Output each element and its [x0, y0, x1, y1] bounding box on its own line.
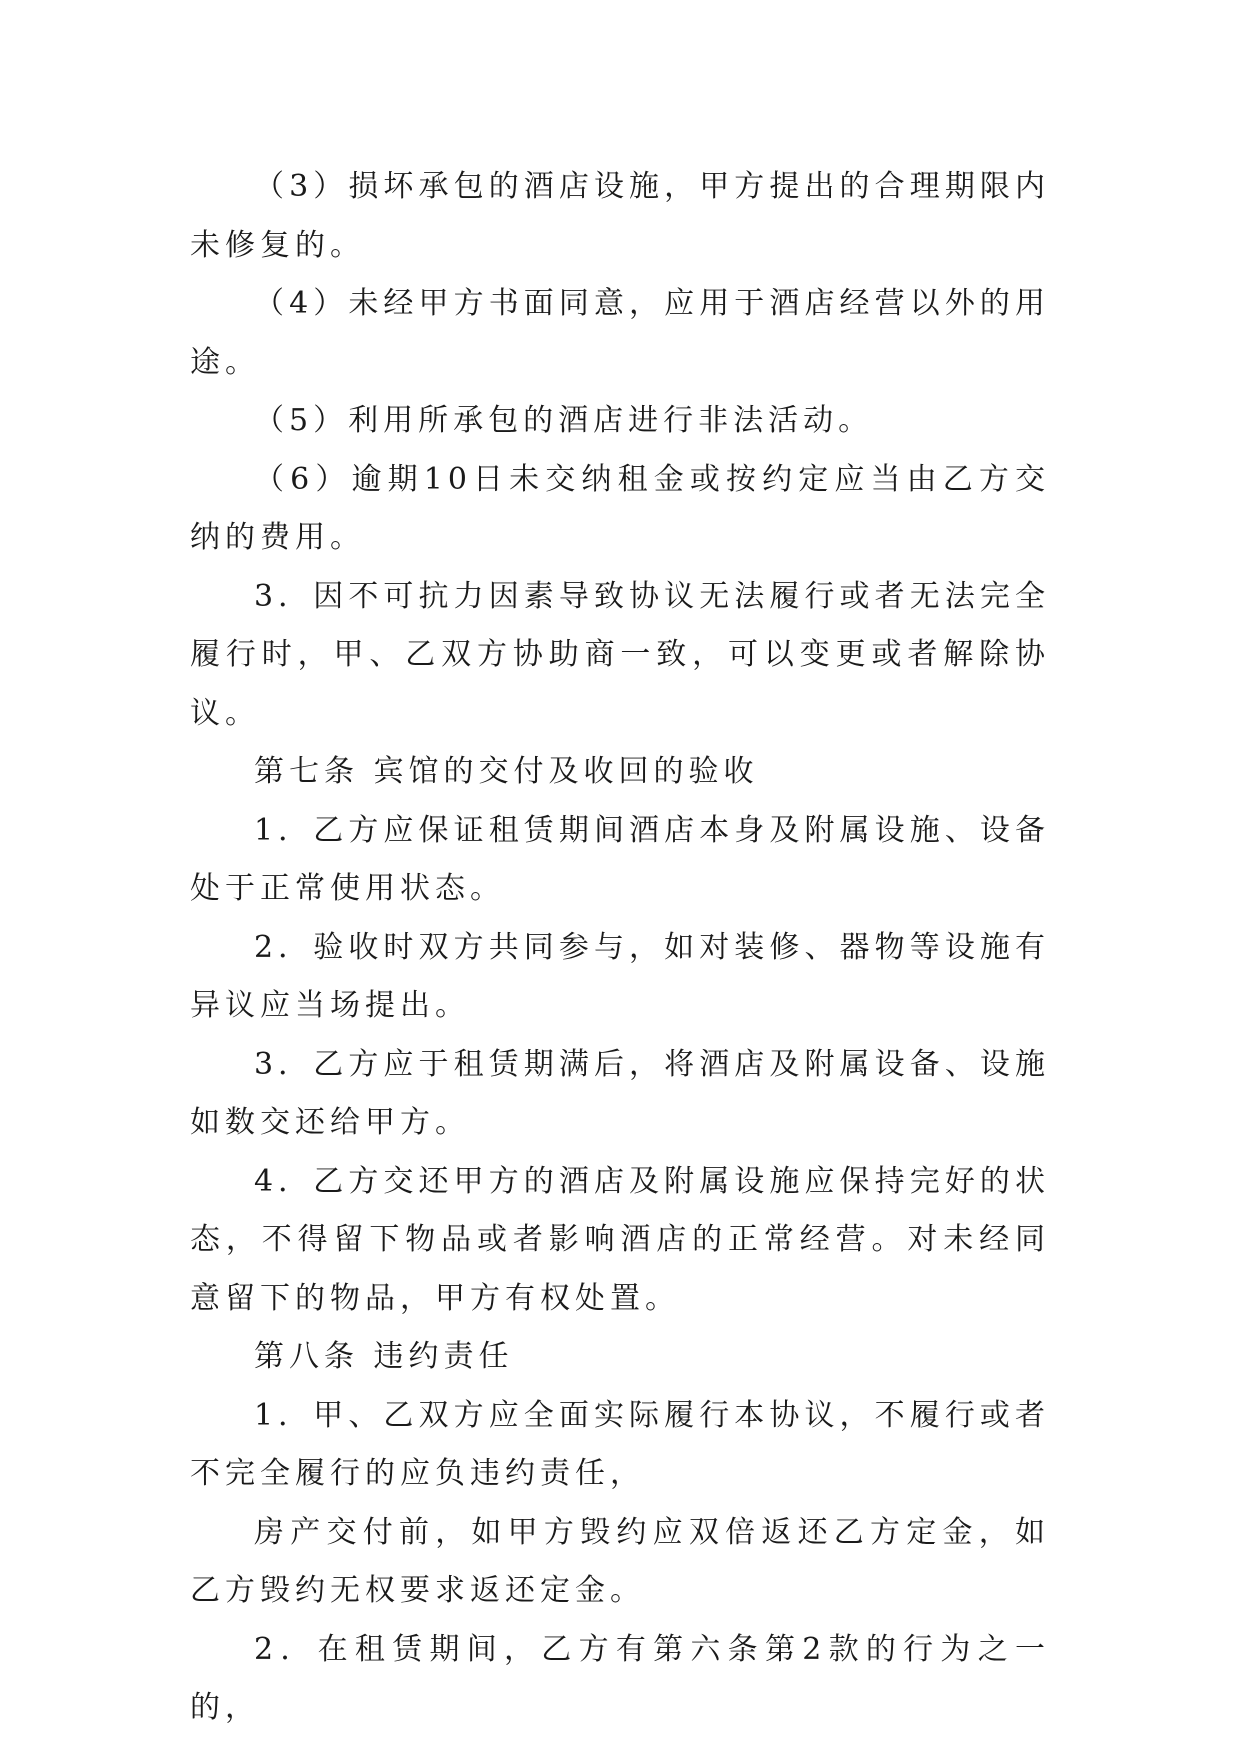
clause-item-6: （6）逾期10日未交纳租金或按约定应当由乙方交纳的费用。 [190, 461, 1050, 555]
article-8-heading: 第八条 违约责任 [254, 1339, 514, 1374]
article-8-item-1: 1．甲、乙双方应全面实际履行本协议，不履行或者不完全履行的应负违约责任， [190, 1397, 1050, 1491]
article-7-heading: 第七条 宾馆的交付及收回的验收 [254, 754, 759, 789]
article-7-item-2: 2．验收时双方共同参与，如对装修、器物等设施有异议应当场提出。 [190, 929, 1050, 1023]
article-7-item-1: 1．乙方应保证租赁期间酒店本身及附属设施、设备处于正常使用状态。 [190, 812, 1050, 906]
article-7-item-4: 4．乙方交还甲方的酒店及附属设施应保持完好的状态，不得留下物品或者影响酒店的正常经营。对未经同意留下的物品，甲方有权处置。 [190, 1163, 1050, 1316]
force-majeure-paragraph: 3．因不可抗力因素导致协议无法履行或者无法完全履行时，甲、乙双方协助商一致，可以变更或者解除协议。 [190, 578, 1050, 731]
clause-item-3: （3）损坏承包的酒店设施，甲方提出的合理期限内未修复的。 [190, 169, 1050, 263]
article-7-item-3: 3．乙方应于租赁期满后，将酒店及附属设备、设施如数交还给甲方。 [190, 1046, 1050, 1140]
clause-item-5: （5）利用所承包的酒店进行非法活动。 [254, 403, 874, 438]
article-8-item-2: 2．在租赁期间，乙方有第六条第2款的行为之一的， [190, 1631, 1050, 1725]
document-body [190, 158, 1050, 1738]
clause-item-4: （4）未经甲方书面同意，应用于酒店经营以外的用途。 [190, 286, 1050, 380]
deposit-paragraph: 房产交付前，如甲方毁约应双倍返还乙方定金，如乙方毁约无权要求返还定金。 [190, 1514, 1050, 1608]
